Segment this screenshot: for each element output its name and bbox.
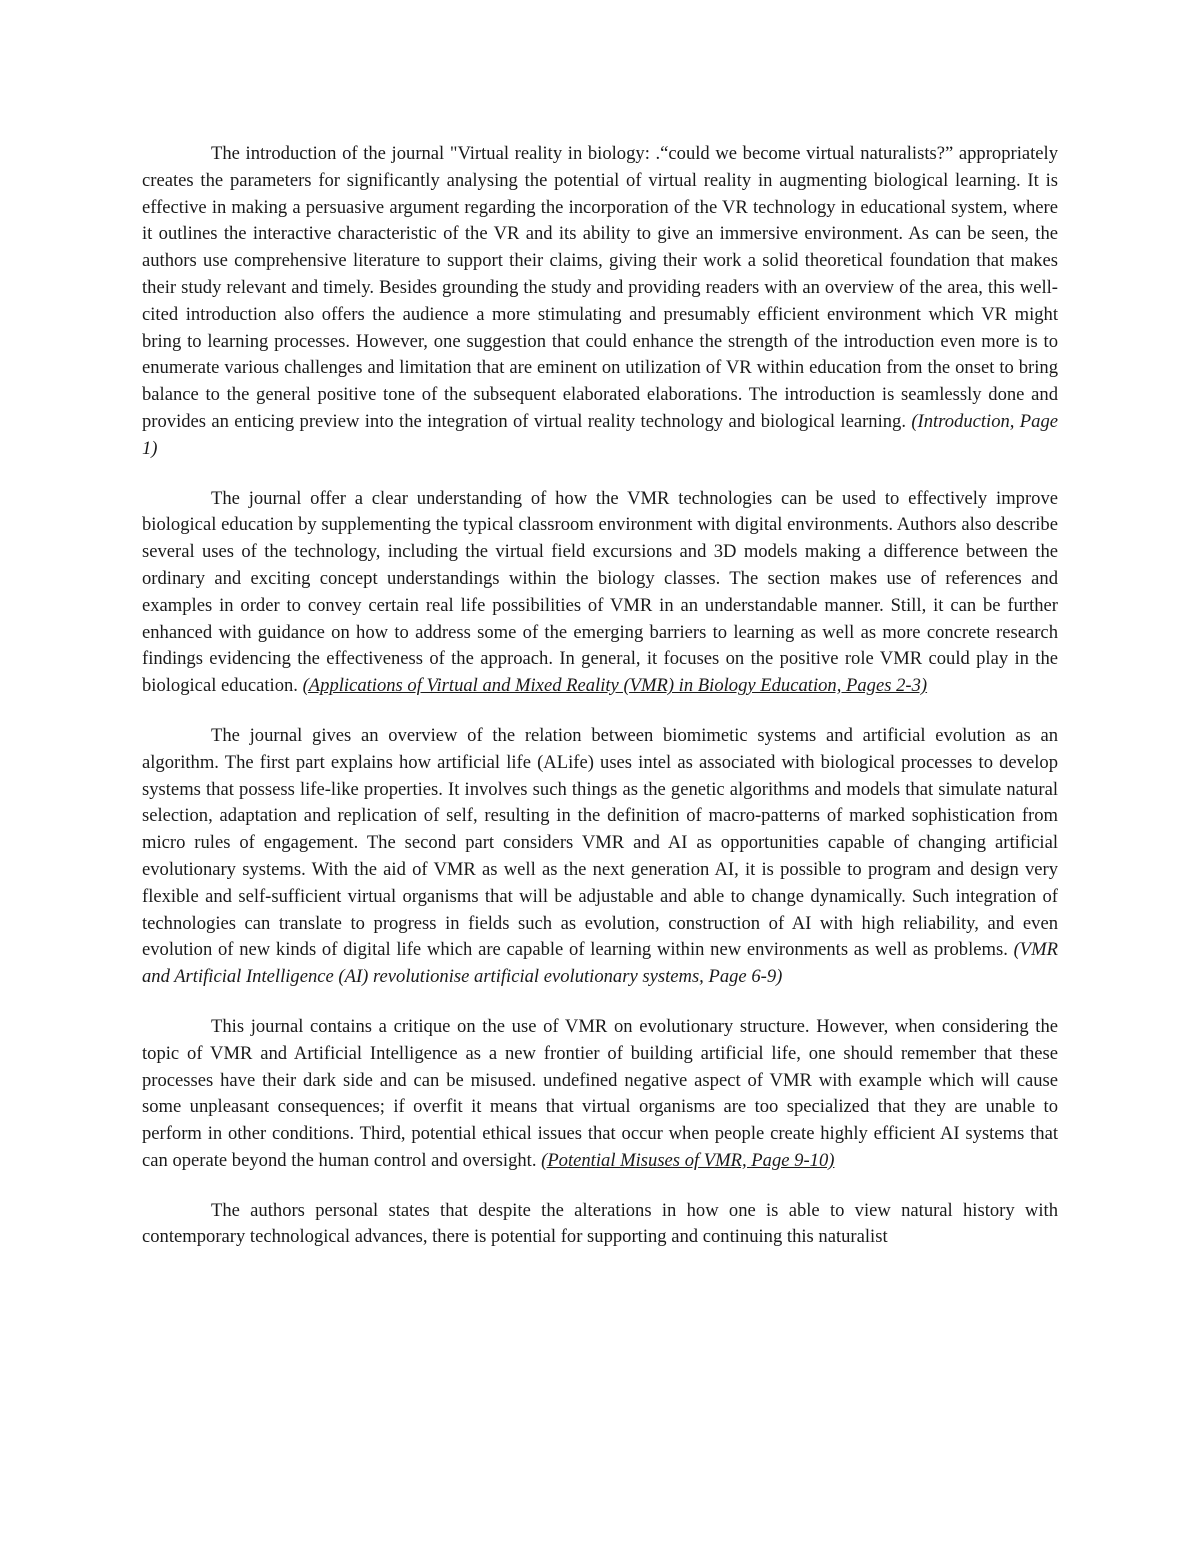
paragraph-misuses-critique — [142, 1014, 1058, 1175]
paragraph-text: The introduction of the journal "Virtual reality in biology: .“could we become virtual naturalists?” appropriately creates the parameters for significantly analysing the potential of virtual reality in augmenting biological learning. It is effective in making a persuasive argument regarding the incorporation of the VR technology in educational system, where it outlines the interactive characteristic of the VR and its ability to give an immersive environment. As can be seen, the authors use comprehensive literature to support their claims, giving their work a solid theoretical foundation that makes their study relevant and timely. Besides grounding the study and providing readers with an overview of the area, this well-cited introduction also offers the audience a more stimulating and presumably efficient environment which VR might bring to learning processes. However, one suggestion that could enhance the strength of the introduction even more is to enumerate various challenges and limitation that are eminent on utilization of VR within education from the onset to bring balance to the general positive tone of the subsequent elaborated elaborations. The introduction is seamlessly done and provides an enticing preview into the integration of virtual reality technology and biological learning. — [142, 143, 1058, 432]
citation-vmr-ai: (VMR and Artificial Intelligence (AI) revolutionise artificial evolutionary systems, Page 6-9) — [142, 939, 1058, 988]
paragraph-text: The journal gives an overview of the relation between biomimetic systems and artificial evolution as an algorithm. The first part explains how artificial life (ALife) uses intel as associated with biological processes to develop systems that possess life-like properties. It involves such things as the genetic algorithms and models that simulate natural selection, adaptation and replication of self, resulting in the definition of macro-patterns of marked sophistication from micro rules of engagement. The second part considers VMR and AI as opportunities capable of changing artificial evolutionary systems. With the aid of VMR as well as the next generation AI, it is possible to program and design very flexible and self-sufficient virtual organisms that will be adjustable and able to change dynamically. Such integration of technologies can translate to progress in fields such as evolution, construction of AI with high reliability, and even evolution of new kinds of digital life which are capable of learning within new environments as well as problems. — [142, 724, 1058, 961]
paragraph-artificial-evolution — [142, 723, 1058, 991]
paragraph-text: The journal offer a clear understanding of how the VMR technologies can be used to effectively improve biological education by supplementing the typical classroom environment with digital environments. Authors also describe several uses of the technology, including the virtual field excursions and 3D models making a difference between the ordinary and exciting concept understandings within the biology classes. The section makes use of references and examples in order to convey certain real life possibilities of VMR in an understandable manner. Still, it can be further enhanced with guidance on how to address some of the emerging barriers to learning as well as more concrete research findings evidencing the effectiveness of the approach. In general, it focuses on the positive role VMR could play in the biological education. — [142, 487, 1058, 697]
paragraph-introduction-critique — [142, 141, 1058, 463]
paragraph-vmr-applications — [142, 486, 1058, 700]
paragraph-authors-personal — [142, 1198, 1058, 1252]
paragraph-text: The authors personal states that despite the alterations in how one is able to view natural history with contemporary technological advances, there is potential for supporting and continuing this naturalist — [142, 1199, 1058, 1248]
paragraph-text: This journal contains a critique on the use of VMR on evolutionary structure. However, when considering the topic of VMR and Artificial Intelligence as a new frontier of building artificial life, one should remember that these processes have their dark side and can be misused. undefined negative aspect of VMR with example which will cause some unpleasant consequences; if overfit it means that virtual organisms are too specialized that they are unable to perform in other conditions. Third, potential ethical issues that occur when people create highly efficient AI systems that can operate beyond the human control and oversight. — [142, 1015, 1058, 1171]
citation-introduction: (Introduction, Page 1) — [142, 410, 1058, 459]
document-page — [142, 141, 1058, 1274]
citation-applications: (Applications of Virtual and Mixed Reality (VMR) in Biology Education, Pages 2-3) — [302, 675, 928, 697]
citation-misuses: (Potential Misuses of VMR, Page 9-10) — [541, 1149, 835, 1171]
